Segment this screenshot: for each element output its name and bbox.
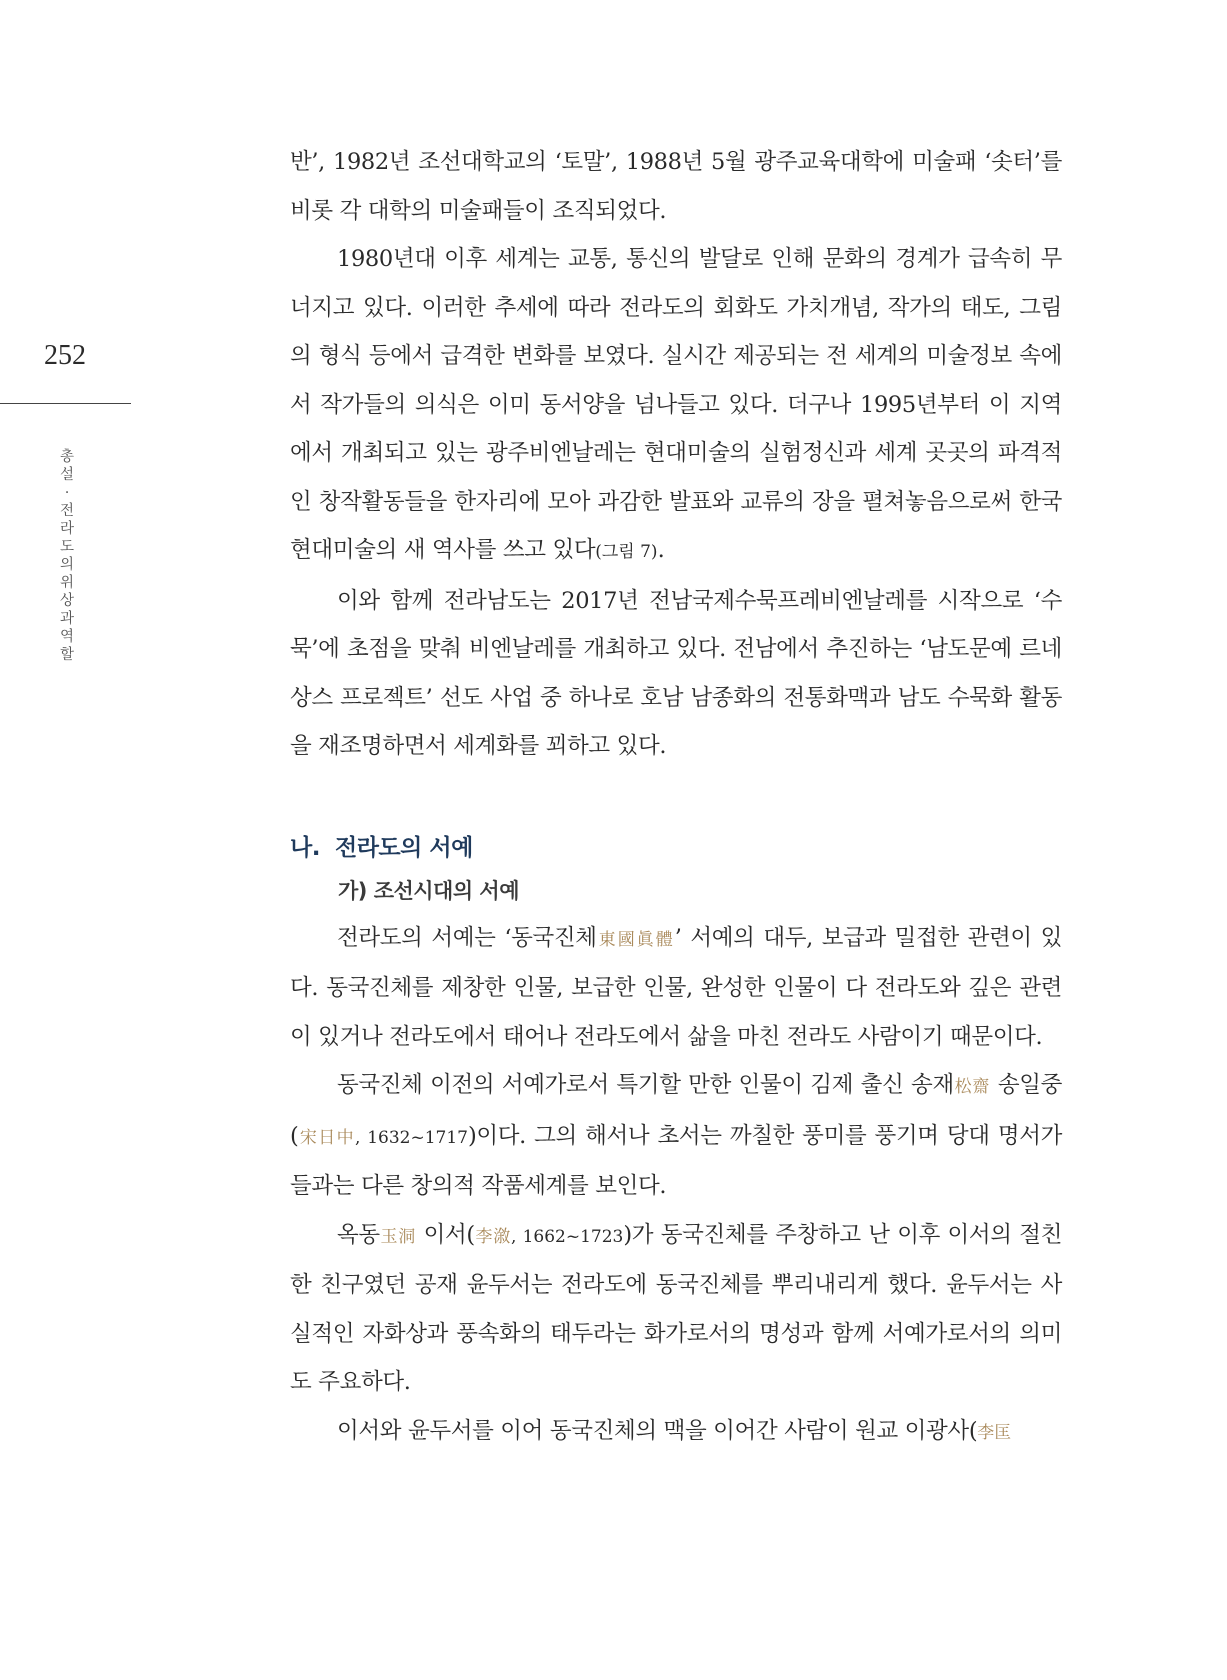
paragraph xyxy=(290,138,1062,235)
margin-divider xyxy=(0,403,131,404)
paragraph-text: )이다. 그의 해서나 초서는 까칠한 풍미를 풍기며 당대 명서가 들과는 다른 창의적 작품세계를 보인다. xyxy=(290,1122,1062,1199)
paragraph xyxy=(290,1407,1062,1458)
hanja-annotation: 松齋 xyxy=(953,1077,991,1097)
paragraph-text: 반’, 1982년 조선대학교의 ‘토말’, 1988년 5월 광주교육대학에 미술패 ‘솟터’를 비롯 각 대학의 미술패들이 조직되었다. xyxy=(290,149,1062,224)
date-range: , 1662~1723 xyxy=(511,1226,624,1247)
section-heading xyxy=(290,828,1062,868)
paragraph-end: . xyxy=(657,537,665,563)
paragraph-text: ’ 서예의 대두, 보급과 밀접한 관련이 있다. 동국진체를 제창한 인물, 보급한 인물, 완성한 인물이 다 전라도와 깊은 관련이 있거나 전라도에서 태어나 전라도에서 삶을 마친 전라도 사람이기 때문이다. xyxy=(290,924,1062,1050)
paragraph xyxy=(290,1211,1062,1407)
paragraph-text: 송일중( xyxy=(290,1072,1062,1149)
body-text xyxy=(290,138,1062,1457)
paragraph-text: 동국진체 이전의 서예가로서 특기할 만한 인물이 김제 출신 송재 xyxy=(337,1072,954,1098)
paragraph-text: 1980년대 이후 세계는 교통, 통신의 발달로 인해 문화의 경계가 급속히 무너지고 있다. 이러한 추세에 따라 전라도의 회화도 가치개념, 작가의 태도, 그림의 형식 등에서 급격한 변화를 보였다. 실시간 제공되는 전 세계의 미술정보 속에서 작가들의 의식은 이미 동서양을 넘나들고 있다. 더구나 1995년부터 이 지역에서 개최되고 있는 광주비엔날레는 현대미술의 실험정신과 세계 곳곳의 파격적인 창작활동들을 한자리에 모아 과감한 발표와 교류의 장을 펼쳐놓음으로써 한국 현대미술의 새 역사를 쓰고 있다 xyxy=(290,246,1062,563)
paragraph-text: 전라도의 서예는 ‘동국진체 xyxy=(337,924,597,951)
paragraph-text: )가 동국진체를 주창하고 난 이후 이서의 절친한 친구였던 공재 윤두서는 전라도에 동국진체를 뿌리내리게 했다. 윤두서는 사실적인 자화상과 풍속화의 태두라는 화가로서의 명성과 함께 서예가로서의 의미도 주요하다. xyxy=(290,1221,1063,1395)
hanja-annotation: 李匡 xyxy=(977,1422,1012,1443)
paragraph-text: 이와 함께 전라남도는 2017년 전남국제수묵프레비엔날레를 시작으로 ‘수묵’에 초점을 맞춰 비엔날레를 개최하고 있다. 전남에서 추진하는 ‘남도문예 르네상스 프로젝트’ 선도 사업 중 하나로 호남 남종화의 전통화맥과 남도 수묵화 활동을 재조명하면서 세계화를 꾀하고 있다. xyxy=(290,587,1062,759)
hanja-annotation: 宋日中 xyxy=(298,1127,355,1148)
figure-reference: (그림 7) xyxy=(595,542,658,562)
paragraph-text: 이서( xyxy=(416,1221,475,1248)
page-number: 252 xyxy=(44,340,86,371)
paragraph-text: 이서와 윤두서를 이어 동국진체의 맥을 이어간 사람이 원교 이광사( xyxy=(337,1417,978,1444)
hanja-annotation: 東國眞體 xyxy=(596,929,675,950)
section-number: 나. xyxy=(290,834,320,861)
paragraph xyxy=(290,1061,1062,1211)
hanja-annotation: 玉洞 xyxy=(379,1226,417,1247)
date-range: , 1632~1717 xyxy=(355,1127,468,1148)
paragraph-text: 옥동 xyxy=(337,1221,380,1248)
subsection-heading: 가) 조선시대의 서예 xyxy=(338,878,520,903)
running-head: 총설 · 전라도의 위상과 역할 xyxy=(59,449,74,663)
paragraph xyxy=(290,914,1062,1062)
hanja-annotation: 李漵 xyxy=(474,1226,512,1247)
section-title: 전라도의 서예 xyxy=(335,834,473,861)
paragraph xyxy=(290,577,1062,771)
paragraph xyxy=(290,235,1062,577)
